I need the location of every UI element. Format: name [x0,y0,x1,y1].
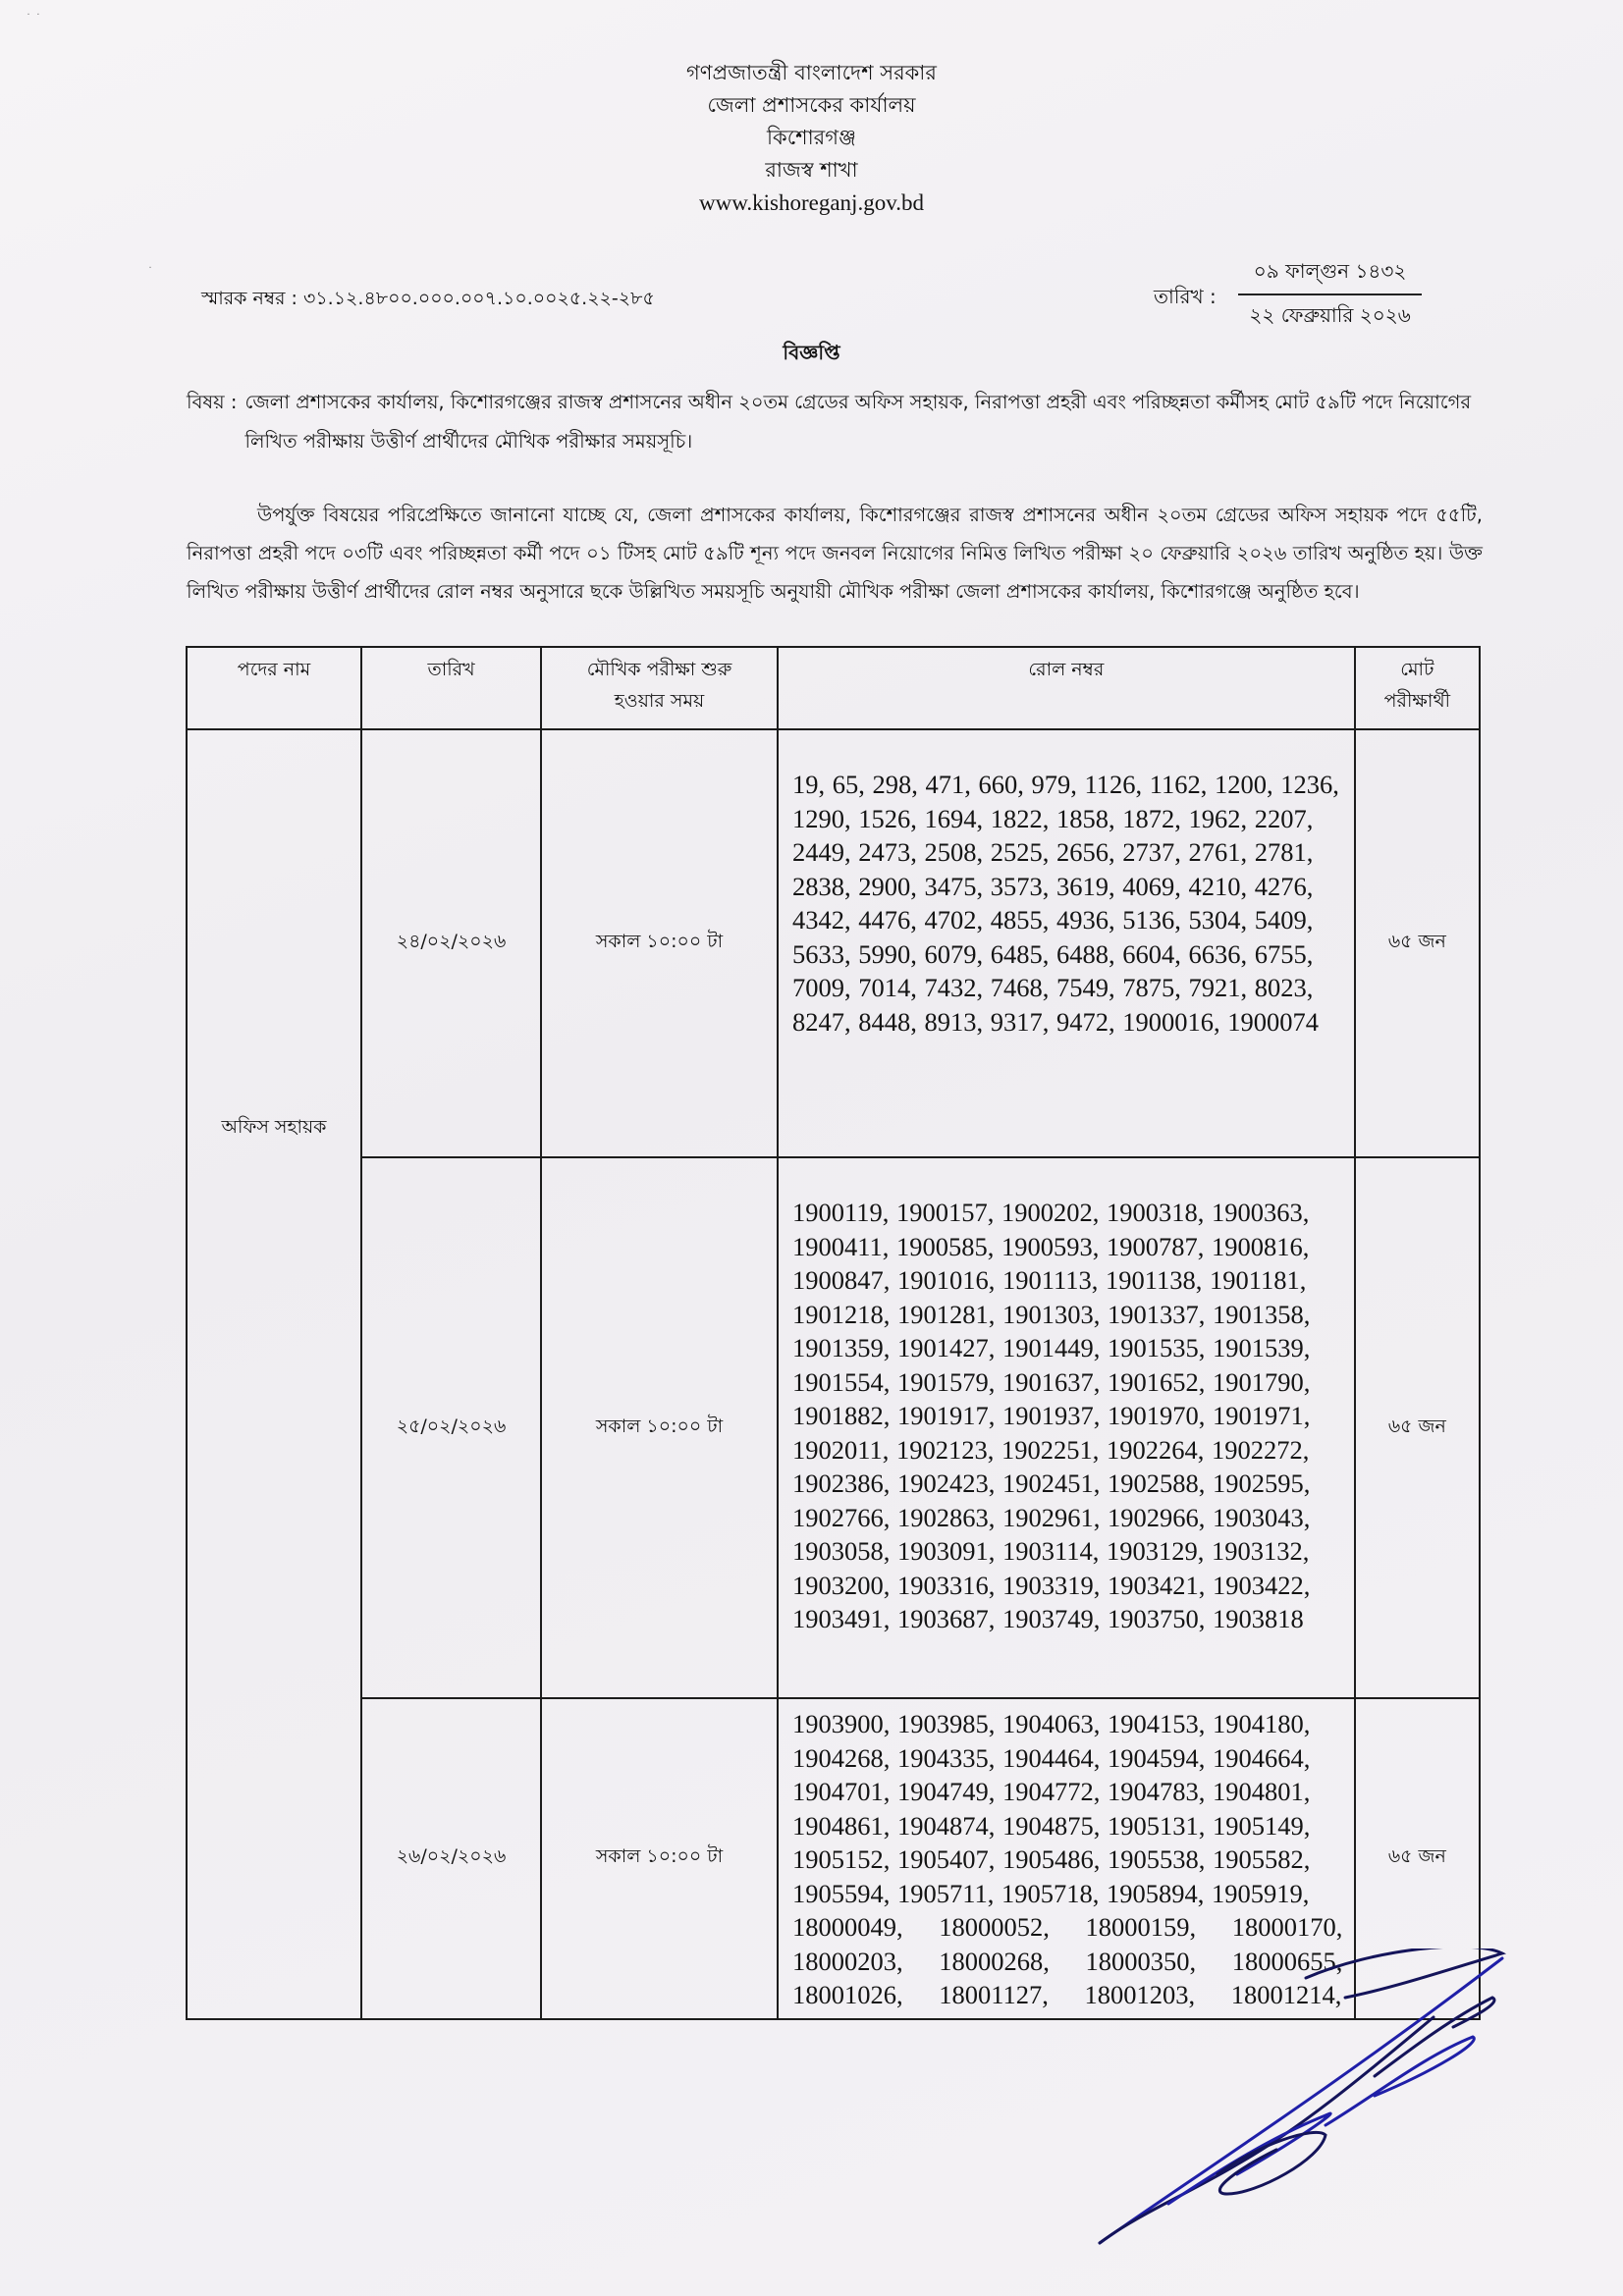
total-candidates-cell: ৬৫ জন [1355,1157,1480,1698]
roll-numbers-part2: 18000049, 18000052, 18000159, 18000170, 18000203, 18000268, 18000350, 18000655, 18001026, 18001127, 18001203, 18001214, [791,1912,1343,2009]
header-total-line1: মোট [1400,659,1434,680]
scan-artifact: ˙ [147,265,153,279]
roll-numbers-cell: 19, 65, 298, 471, 660, 979, 1126, 1162, 1200, 1236, 1290, 1526, 1694, 1822, 1858, 1872, 1962, 2207, 2449, 2473, 2508, 2525, 2656, 2737, 2761, 2781, 2838, 2900, 3475, 3573, 3619, 4069, 4210, 4276, 4342, 4476, 4702, 4855, 4936, 5136, 5304, 5409, 5633, 5990, 6079, 6485, 6488, 6604, 6636, 6755, 7009, 7014, 7432, 7468, 7549, 7875, 7921, 8023, 8247, 8448, 8913, 9317, 9472, 1900016, 1900074 [778,729,1355,1157]
header-post-name: পদের নাম [187,647,361,729]
memo-label: স্মারক নম্বর : [201,288,298,309]
exam-date-cell: ২৪/০২/২০২৬ [361,729,541,1157]
start-time-cell: সকাল ১০:০০ টা [541,1157,778,1698]
subject-line [187,383,1483,461]
scan-artifact: ˙ ˙ [26,12,41,26]
subject-text: জেলা প্রশাসকের কার্যালয়, কিশোরগঞ্জের রাজস্ব প্রশাসনের অধীন ২০তম গ্রেডের অফিস সহায়ক, নিরাপত্তা প্রহরী এবং পরিচ্ছন্নতা কর্মীসহ মোট ৫৯টি পদে নিয়োগের লিখিত পরীক্ষায় উত্তীর্ণ প্রার্থীদের মৌখিক পরীক্ষার সময়সূচি। [244,391,1472,453]
government-name: গণপ্রজাতন্ত্রী বাংলাদেশ সরকার [686,61,937,84]
letterhead [0,57,1623,219]
memo-number [201,285,655,316]
header-start-time-line2: হওয়ার সময় [614,690,705,712]
date-block [1154,257,1422,334]
notice-title: বিজ্ঞপ্তি [783,341,840,364]
subject-label: বিষয় : [187,391,238,413]
body-paragraph: উপর্যুক্ত বিষয়ের পরিপ্রেক্ষিতে জানানো যাচ্ছে যে, জেলা প্রশাসকের কার্যালয়, কিশোরগঞ্জের রাজস্ব প্রশাসনের অধীন ২০তম গ্রেডের অফিস সহায়ক পদে ৫৫টি, নিরাপত্তা প্রহরী পদে ০৩টি এবং পরিচ্ছন্নতা কর্মী পদে ০১ টিসহ মোট ৫৯টি শূন্য পদে জনবল নিয়োগের নিমিত্ত লিখিত পরীক্ষা ২০ ফেব্রুয়ারি ২০২৬ তারিখ অনুষ্ঠিত হয়। উক্ত লিখিত পরীক্ষায় উত্তীর্ণ প্রার্থীদের রোল নম্বর অনুসারে ছকে উল্লিখিত সময়সূচি অনুযায়ী মৌখিক পরীক্ষা জেলা প্রশাসকের কার্যালয়, কিশোরগঞ্জে অনুষ্ঠিত হবে। [187,504,1483,603]
table-row [187,729,1480,1157]
memo-value: ৩১.১২.৪৮০০.০০০.০০৭.১০.০০২৫.২২-২৮৫ [303,288,655,309]
office-name: জেলা প্রশাসকের কার্যালয় [707,93,916,117]
table-header-row [187,647,1480,729]
start-time-cell: সকাল ১০:০০ টা [541,1698,778,2019]
roll-numbers-part1: 1903900, 1903985, 1904063, 1904153, 1904180, 1904268, 1904335, 1904464, 1904594, 1904664, 1904701, 1904749, 1904772, 1904783, 1904801, 1904861, 1904874, 1904875, 1905131, 1905149, 1905152, 1905407, 1905486, 1905538, 1905582, 1905594, 1905711, 1905718, 1905894, 1905919, [791,1709,1311,1908]
total-candidates-cell: ৬৫ জন [1355,1698,1480,2019]
branch-name: রাজস্ব শাখা [765,158,858,182]
signature-icon [1080,1949,1512,2253]
post-name: অফিস সহায়ক [221,1115,327,1138]
exam-date-cell: ২৫/০২/২০২৬ [361,1157,541,1698]
header-total-line2: পরীক্ষার্থী [1383,690,1451,712]
header-start-time-line1: মৌখিক পরীক্ষা শুরু [586,659,732,680]
table-row [187,1157,1480,1698]
total-candidates-cell: ৬৫ জন [1355,729,1480,1157]
header-roll-number: রোল নম্বর [778,647,1355,729]
district-name: কিশোরগঞ্জ [767,126,856,149]
date-label: তারিখ : [1154,284,1217,308]
header-start-time [541,647,778,729]
header-date: তারিখ [361,647,541,729]
roll-numbers-cell: 1900119, 1900157, 1900202, 1900318, 1900363, 1900411, 1900585, 1900593, 1900787, 1900816, 1900847, 1901016, 1901113, 1901138, 1901181, 1901218, 1901281, 1901303, 1901337, 1901358, 1901359, 1901427, 1901449, 1901535, 1901539, 1901554, 1901579, 1901637, 1901652, 1901790, 1901882, 1901917, 1901937, 1901970, 1901971, 1902011, 1902123, 1902251, 1902264, 1902272, 1902386, 1902423, 1902451, 1902588, 1902595, 1902766, 1902863, 1902961, 1902966, 1903043, 1903058, 1903091, 1903114, 1903129, 1903132, 1903200, 1903316, 1903319, 1903421, 1903422, 1903491, 1903687, 1903749, 1903750, 1903818 [778,1157,1355,1698]
post-name-cell [187,729,361,2019]
header-total-candidates [1355,647,1480,729]
start-time-cell: সকাল ১০:০০ টা [541,729,778,1157]
website-link[interactable]: www.kishoreganj.gov.bd [699,190,924,215]
gregorian-date: ২২ ফেব্রুয়ারি ২০২৬ [1249,303,1411,327]
bangla-date: ০৯ ফাল্গুন ১৪৩২ [1238,257,1423,295]
oral-exam-schedule-table [186,646,1481,2020]
exam-date-cell: ২৬/০২/২০২৬ [361,1698,541,2019]
